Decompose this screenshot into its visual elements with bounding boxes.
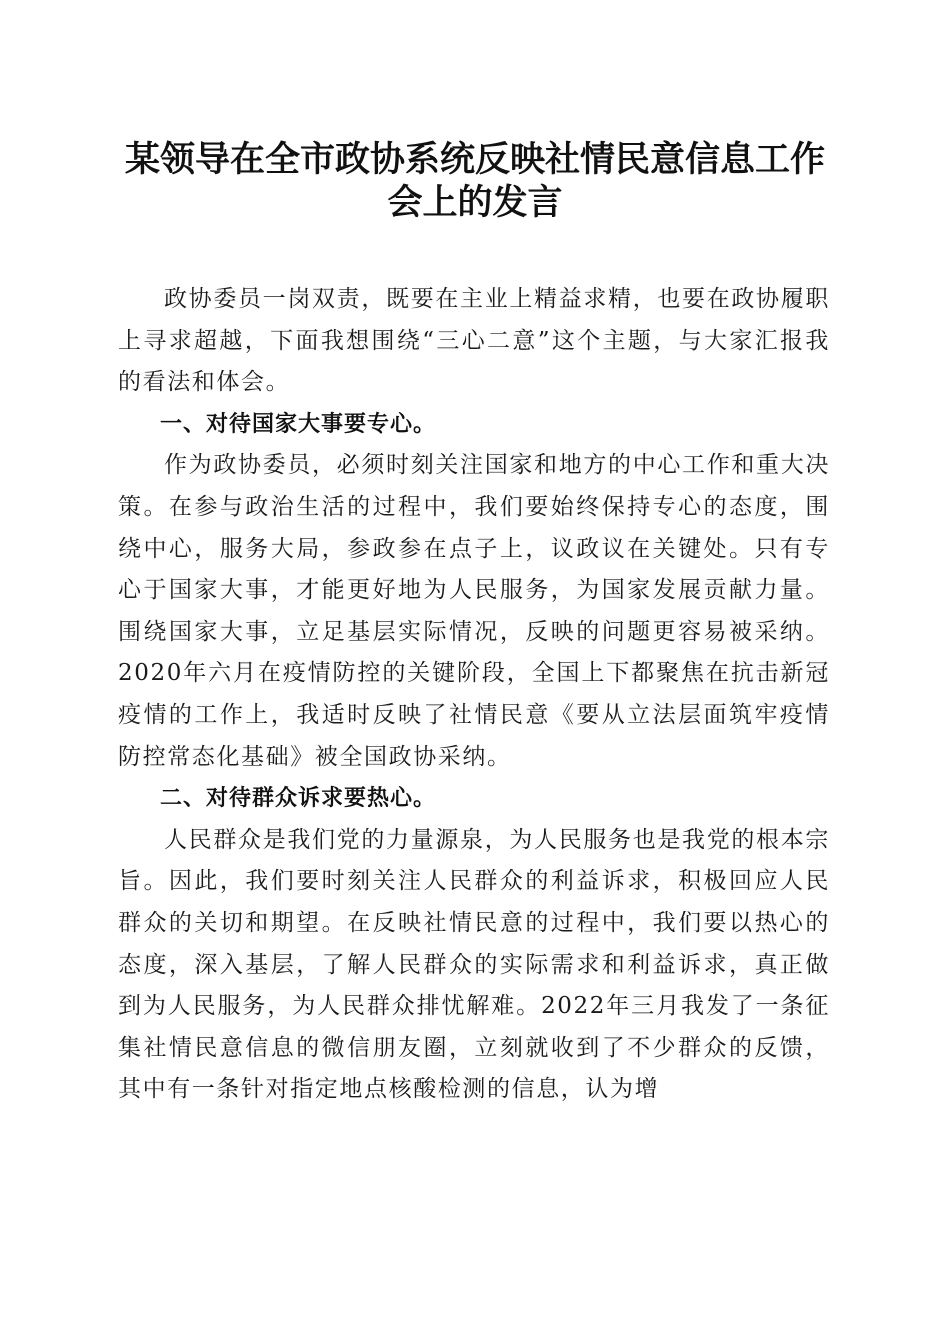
title-line-2: 会上的发言 <box>387 182 563 223</box>
document-body <box>118 279 830 1111</box>
section-1-paragraph: 作为政协委员，必须时刻关注国家和地方的中心工作和重大决策。在参与政治生活的过程中，我们要始终保持专心的态度，围绕中心，服务大局，参政参在点子上，议政议在关键处。只有专心于国家大事，才能更好地为人民服务，为国家发展贡献力量。围绕国家大事，立足基层实际情况，反映的问题更容易被采纳。2020年六月在疫情防控的关键阶段，全国上下都聚焦在抗击新冠疫情的工作上，我适时反映了社情民意《要从立法层面筑牢疫情防控常态化基础》被全国政协采纳。 <box>118 452 830 770</box>
intro-paragraph: 政协委员一岗双责，既要在主业上精益求精，也要在政协履职上寻求超越，下面我想围绕“三心二意”这个主题，与大家汇报我的看法和体会。 <box>118 286 830 396</box>
section-2-heading: 二、对待群众诉求要热心。 <box>160 786 437 812</box>
document-title <box>110 138 840 224</box>
section-1-heading: 一、对待国家大事要专心。 <box>160 411 437 437</box>
section-2-paragraph: 人民群众是我们党的力量源泉，为人民服务也是我党的根本宗旨。因此，我们要时刻关注人民群众的利益诉求，积极回应人民群众的关切和期望。在反映社情民意的过程中，我们要以热心的态度，深入基层，了解人民群众的实际需求和利益诉求，真正做到为人民服务，为人民群众排忧解难。2022年三月我发了一条征集社情民意信息的微信朋友圈，立刻就收到了不少群众的反馈，其中有一条针对指定地点核酸检测的信息，认为增 <box>118 826 830 1103</box>
title-line-1: 某领导在全市政协系统反映社情民意信息工作 <box>124 139 825 180</box>
